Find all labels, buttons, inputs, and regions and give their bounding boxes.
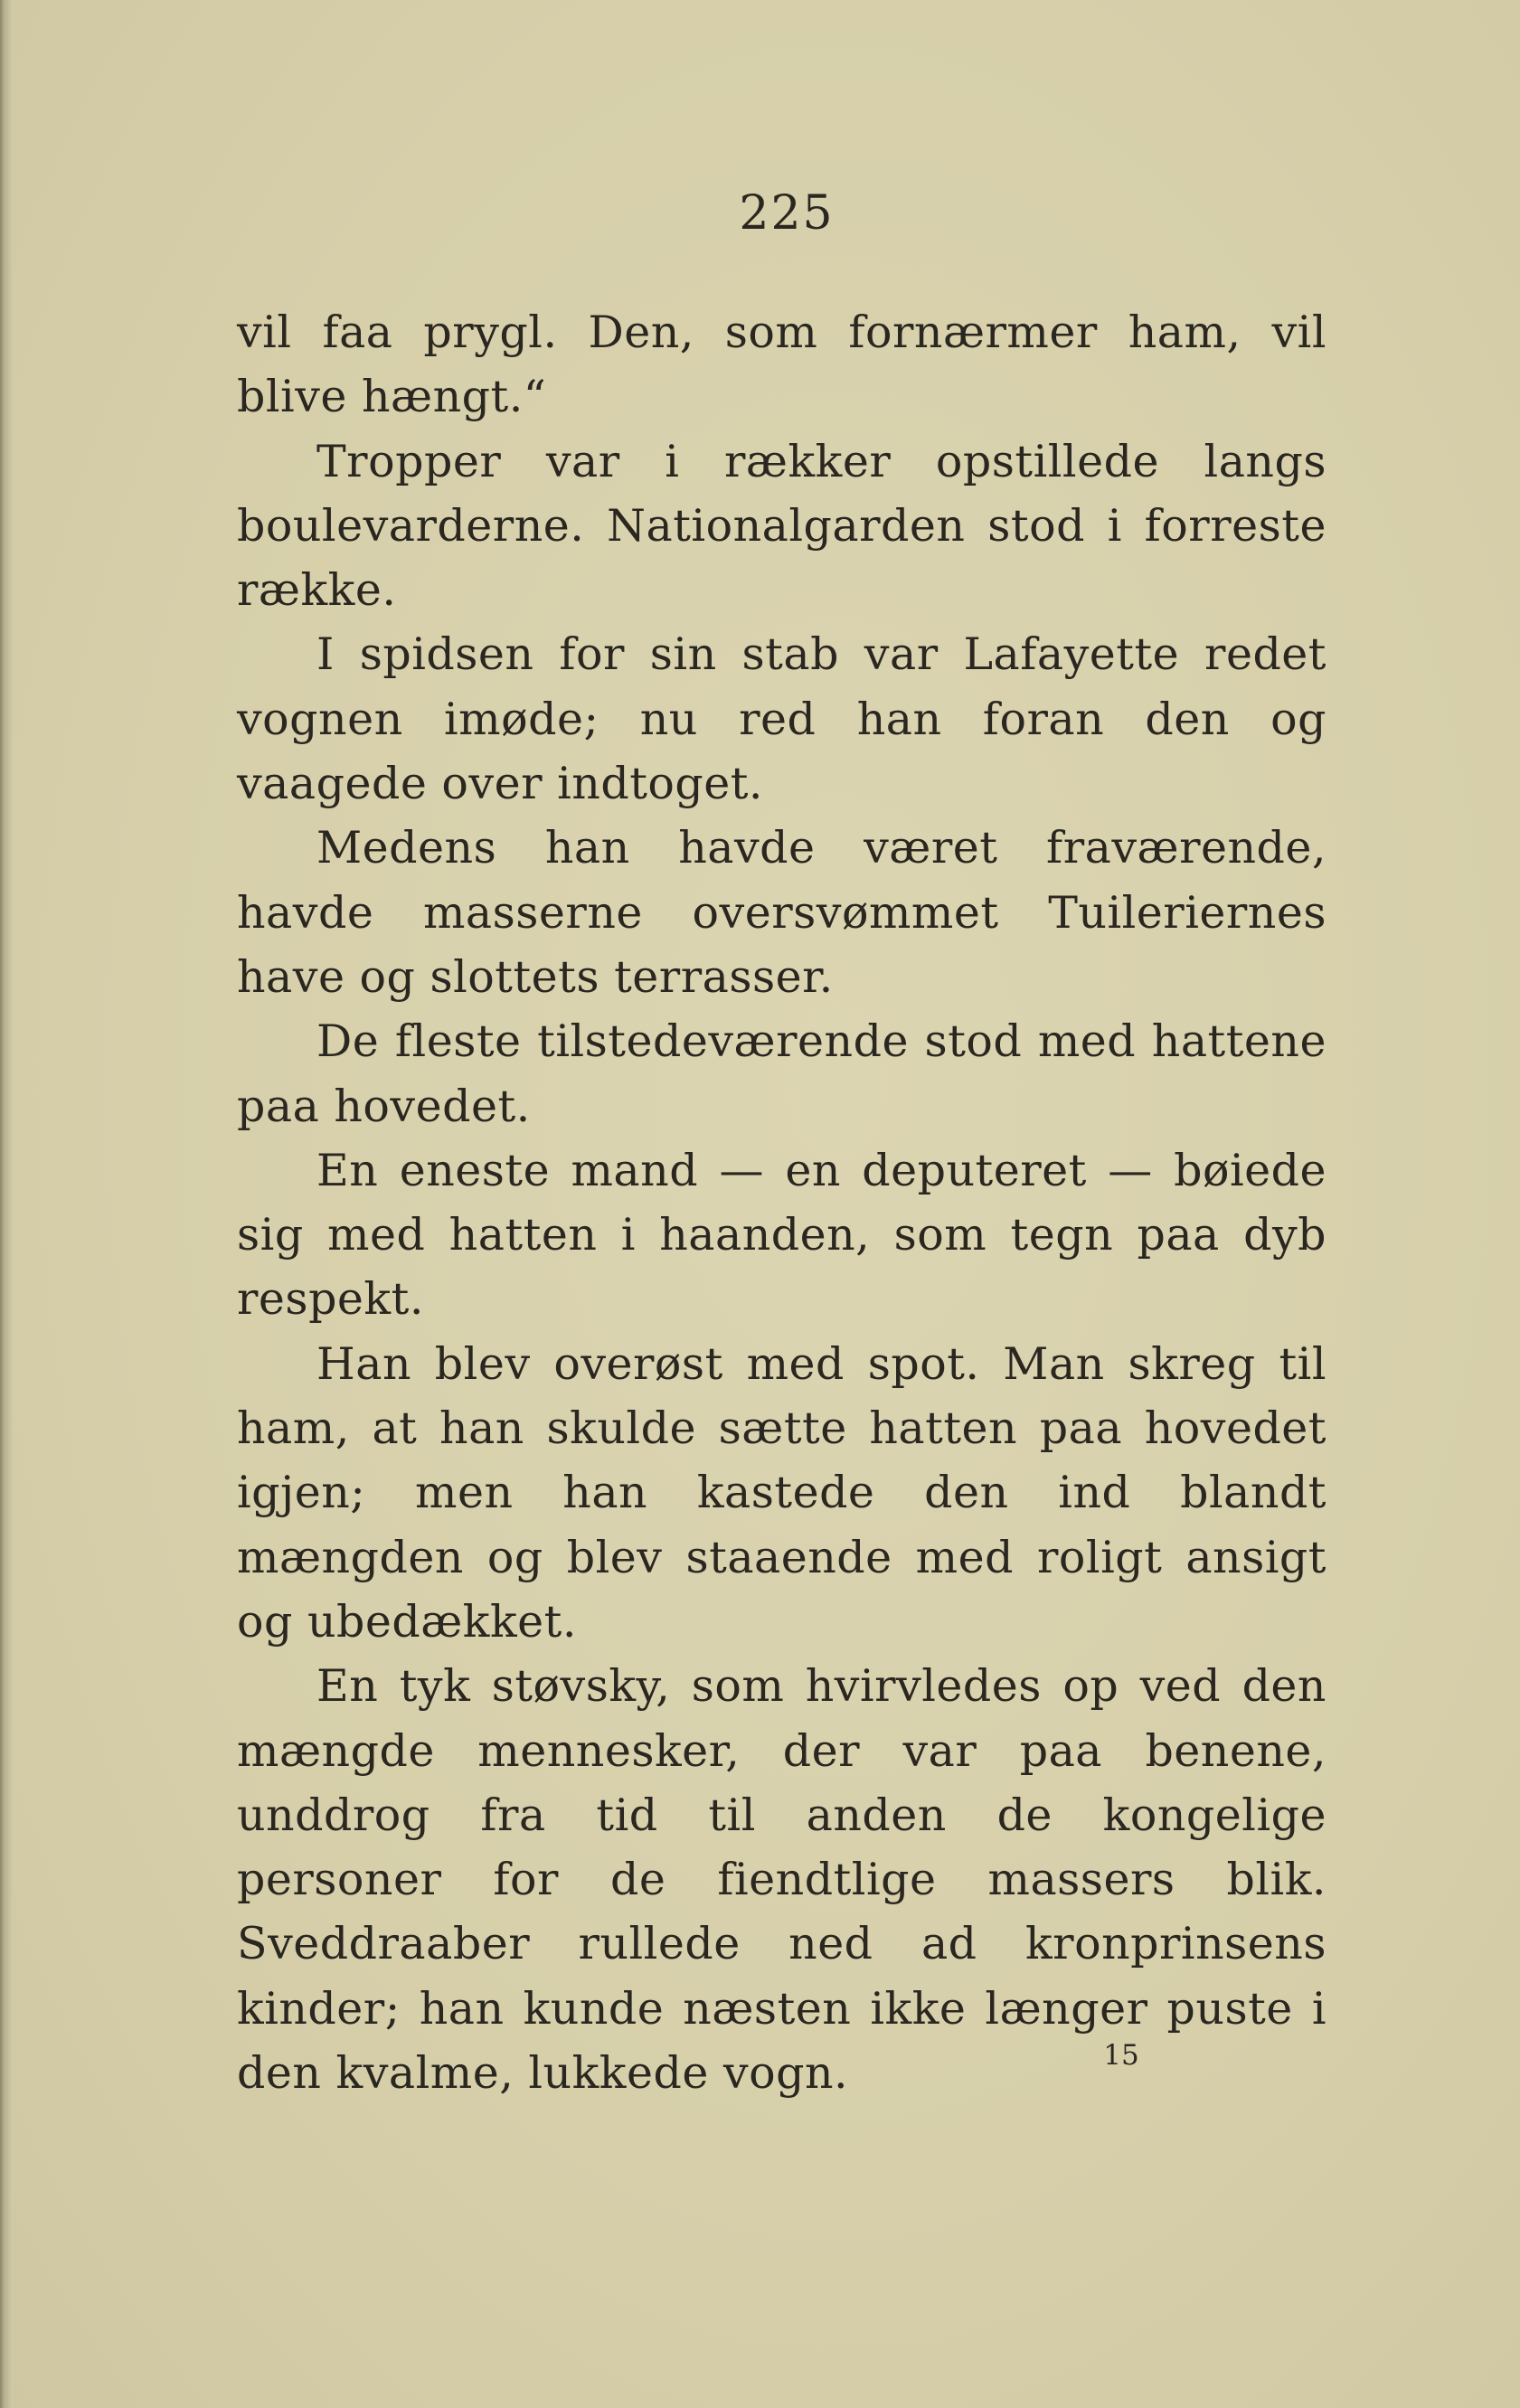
page-edge-shadow (0, 0, 13, 2408)
paragraph-7: Han blev overøst med spot. Man skreg til ham, at han skulde sætte hatten paa hovedet igjen; men han kastede den ind blandt mængden og blev staaende med roligt ansigt og ubedækket. (237, 1337, 1326, 1648)
paragraph-6: En eneste mand — en deputeret — bøiede sig med hatten i haanden, som tegn paa dyb respekt. (237, 1144, 1326, 1326)
paragraph-2: Tropper var i rækker opstillede langs boulevarderne. Nationalgarden stod i forreste række. (237, 435, 1326, 617)
page-number: 225 (739, 186, 835, 241)
paragraph-4: Medens han havde været fraværende, havde masserne oversvømmet Tuileriernes have og slottets terrasser. (237, 822, 1326, 1003)
paragraph-5: De fleste tilstedeværende stod med hattene paa hovedet. (237, 1015, 1326, 1132)
body-text (237, 300, 1326, 2105)
paragraph-1: vil faa prygl. Den, som fornærmer ham, vil blive hængt.“ (237, 307, 1326, 423)
paragraph-8: En tyk støvsky, som hvirvledes op ved den mængde mennesker, der var paa benene, unddrog fra tid til anden de kongelige personer for de fiendtlige massers blik. Sveddraaber rullede ned ad kronprinsens kinder; han kunde næsten ikke længer puste i den kvalme, lukkede vogn. (237, 1660, 1326, 2100)
paragraph-3: I spidsen for sin stab var Lafayette redet vognen imøde; nu red han foran den og vaagede over indtoget. (237, 628, 1326, 810)
signature-mark: 15 (1103, 2039, 1139, 2072)
